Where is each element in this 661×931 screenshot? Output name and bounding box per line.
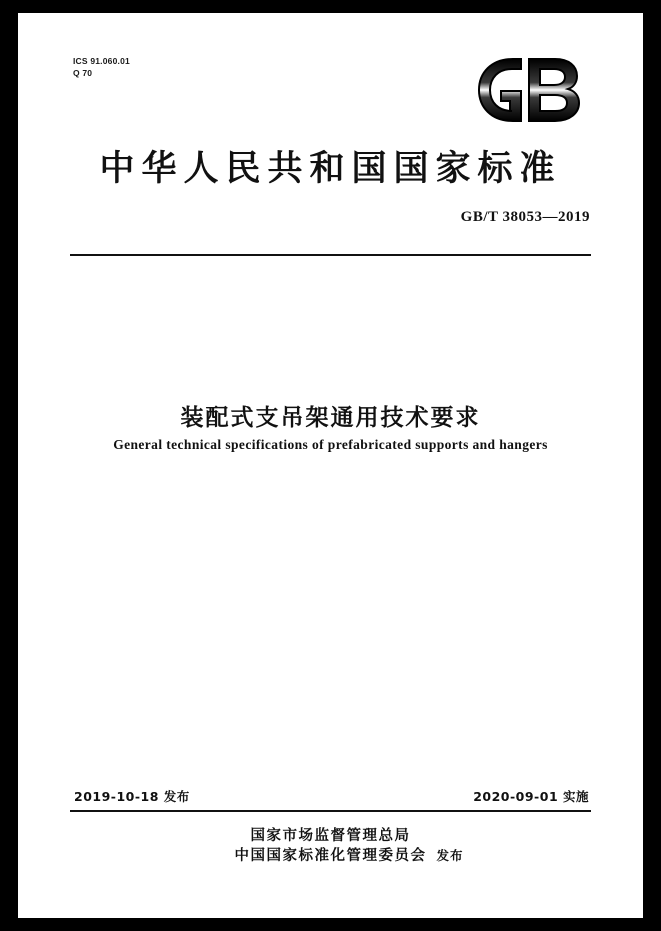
implementation-date: 2020-09-01 实施 <box>473 789 589 804</box>
divider-bottom <box>70 810 591 812</box>
ics-block <box>73 55 130 80</box>
standard-number: GB/T 38053—2019 <box>460 209 590 225</box>
standard-cover-page <box>18 13 643 918</box>
ics-code: ICS 91.060.01 <box>73 56 130 66</box>
publisher-verb: 发布 <box>436 848 464 864</box>
issue-date: 2019-10-18 发布 <box>74 789 190 804</box>
document-title-chinese: 装配式支吊架通用技术要求 <box>180 405 481 431</box>
divider-top <box>70 254 591 256</box>
publisher-inner <box>234 827 464 866</box>
gb-logo-icon <box>471 55 591 125</box>
publisher-line-1: 国家市场监督管理总局 <box>250 828 411 844</box>
classification-code: Q 70 <box>73 68 93 79</box>
publisher-block <box>18 827 643 866</box>
national-standard-title: 中华人民共和国国家标准 <box>99 149 562 189</box>
publisher-line-2: 中国国家标准化管理委员会 <box>234 847 427 864</box>
document-title-english: General technical specifications of prefabricated supports and hangers <box>113 437 548 452</box>
